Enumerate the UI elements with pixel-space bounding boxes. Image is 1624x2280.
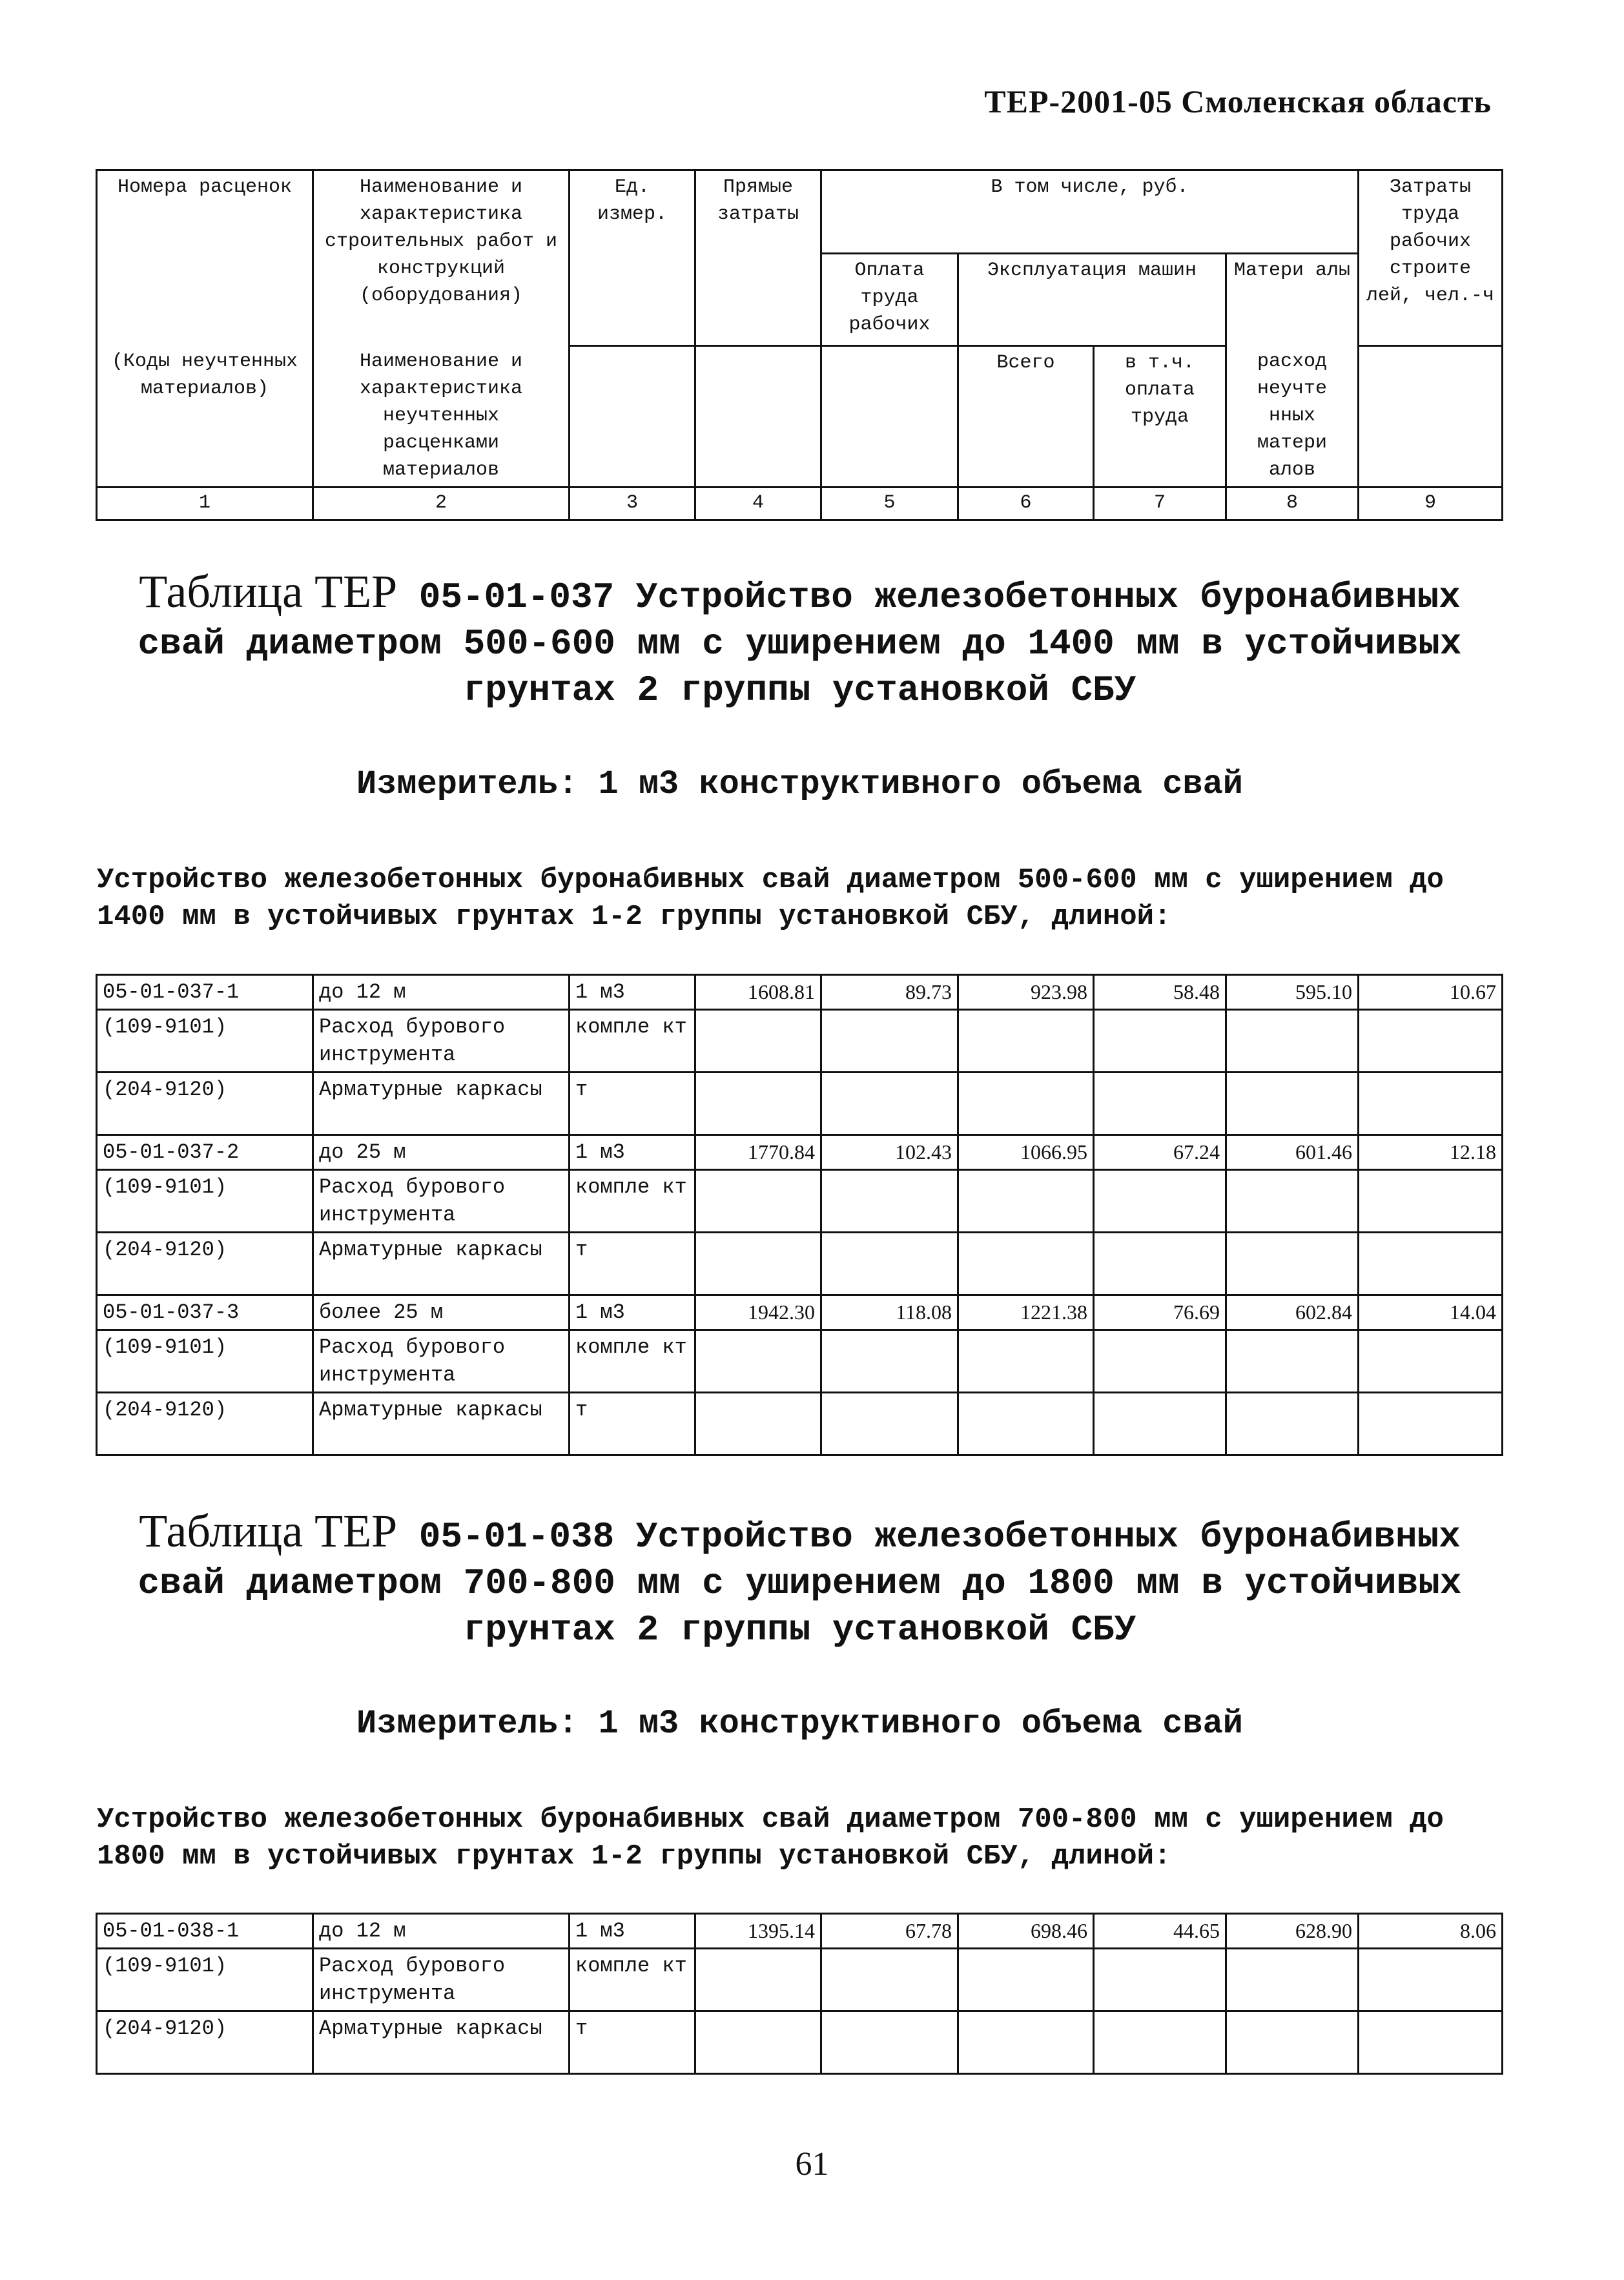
header-machines-group: Эксплуатация машин bbox=[958, 254, 1226, 346]
header-col9: Затраты труда рабочих строите лей, чел.-ч bbox=[1359, 170, 1503, 346]
table-037-title bbox=[97, 568, 1503, 714]
empty-cell bbox=[958, 1170, 1094, 1233]
table-037-title-code: 05-01-037 bbox=[418, 577, 615, 618]
rate-code: 05-01-037-1 bbox=[97, 975, 313, 1010]
table-037-data bbox=[96, 974, 1503, 1456]
rate-wage: 67.78 bbox=[821, 1914, 958, 1949]
material-name: Расход бурового инструмента bbox=[313, 1010, 570, 1073]
empty-cell bbox=[1226, 1170, 1359, 1233]
empty-cell bbox=[821, 1330, 958, 1393]
material-name: Арматурные каркасы bbox=[313, 1233, 570, 1295]
empty-cell bbox=[1359, 1010, 1503, 1073]
empty-cell bbox=[695, 1949, 821, 2011]
rate-materials: 628.90 bbox=[1226, 1914, 1359, 1949]
rate-direct-cost: 1770.84 bbox=[695, 1135, 821, 1170]
empty-cell bbox=[1226, 1330, 1359, 1393]
header-col6: Всего bbox=[958, 345, 1094, 488]
header-col8-bottom: расход неучте нных матери алов bbox=[1226, 345, 1359, 488]
empty-cell bbox=[1359, 1073, 1503, 1135]
empty-cell bbox=[1226, 2011, 1359, 2074]
rate-name: до 12 м bbox=[313, 975, 570, 1010]
header-col1-top: Номера расценок bbox=[97, 170, 313, 346]
material-code: (109-9101) bbox=[97, 1330, 313, 1393]
material-row bbox=[97, 1233, 1503, 1295]
rate-labor: 14.04 bbox=[1359, 1295, 1503, 1330]
rate-row bbox=[97, 1914, 1503, 1949]
empty-cell bbox=[1359, 1233, 1503, 1295]
material-name: Расход бурового инструмента bbox=[313, 1949, 570, 2011]
empty-cell bbox=[1094, 1393, 1226, 1455]
empty-cell bbox=[821, 1233, 958, 1295]
rate-machines: 1066.95 bbox=[958, 1135, 1094, 1170]
table-038-title-text: Устройство железобетонных буронабивных свай диаметром 700-800 мм с уширением до 1800 мм в устойчивых грунтах 2 группы установкой СБУ bbox=[138, 1516, 1462, 1650]
empty-cell bbox=[958, 1073, 1094, 1135]
header-col5: Оплата труда рабочих bbox=[821, 254, 958, 346]
header-group: В том числе, руб. bbox=[821, 170, 1359, 254]
material-row bbox=[97, 2011, 1503, 2074]
header-col7: в т.ч. оплата труда bbox=[1094, 345, 1226, 488]
rate-row bbox=[97, 1295, 1503, 1330]
header-col1-bottom: (Коды неучтенных материалов) bbox=[97, 345, 313, 488]
material-code: (204-9120) bbox=[97, 1233, 313, 1295]
table-037-title-text: Устройство железобетонных буронабивных свай диаметром 500-600 мм с уширением до 1400 мм в устойчивых грунтах 2 группы установкой СБУ bbox=[138, 577, 1462, 711]
rate-machines: 1221.38 bbox=[958, 1295, 1094, 1330]
rate-row bbox=[97, 975, 1503, 1010]
material-row bbox=[97, 1170, 1503, 1233]
rate-machine-wage: 58.48 bbox=[1094, 975, 1226, 1010]
material-unit: т bbox=[570, 2011, 695, 2074]
column-header-table bbox=[96, 169, 1503, 521]
empty-cell bbox=[695, 2011, 821, 2074]
rate-machines: 698.46 bbox=[958, 1914, 1094, 1949]
empty-cell bbox=[1094, 1170, 1226, 1233]
material-unit: т bbox=[570, 1233, 695, 1295]
rate-wage: 118.08 bbox=[821, 1295, 958, 1330]
empty-cell bbox=[958, 1233, 1094, 1295]
col-number: 6 bbox=[958, 488, 1094, 520]
empty-cell bbox=[1359, 1330, 1503, 1393]
material-name: Расход бурового инструмента bbox=[313, 1330, 570, 1393]
empty-cell bbox=[821, 1393, 958, 1455]
empty-cell bbox=[958, 1393, 1094, 1455]
material-code: (204-9120) bbox=[97, 1393, 313, 1455]
empty-cell bbox=[821, 2011, 958, 2074]
material-row bbox=[97, 1949, 1503, 2011]
empty-cell bbox=[695, 1393, 821, 1455]
empty-cell bbox=[695, 1010, 821, 1073]
material-unit: компле кт bbox=[570, 1330, 695, 1393]
header-col3: Ед. измер. bbox=[570, 170, 695, 346]
rate-code: 05-01-037-3 bbox=[97, 1295, 313, 1330]
material-code: (109-9101) bbox=[97, 1949, 313, 2011]
empty-cell bbox=[821, 1010, 958, 1073]
table-038-title bbox=[97, 1505, 1503, 1653]
header-col2-bottom: Наименование и характеристика неучтенных расценками материалов bbox=[313, 345, 570, 488]
empty-cell bbox=[1094, 1330, 1226, 1393]
rate-direct-cost: 1942.30 bbox=[695, 1295, 821, 1330]
rate-name: до 25 м bbox=[313, 1135, 570, 1170]
empty-cell bbox=[1094, 1949, 1226, 2011]
empty-cell bbox=[958, 1010, 1094, 1073]
empty-cell bbox=[695, 1170, 821, 1233]
col-number: 3 bbox=[570, 488, 695, 520]
table-038-description: Устройство железобетонных буронабивных свай диаметром 700-800 мм с уширением до 1800 мм в устойчивых грунтах 1-2 группы установкой СБУ, длиной: bbox=[97, 1803, 1444, 1873]
rate-wage: 89.73 bbox=[821, 975, 958, 1010]
empty-cell bbox=[1359, 1170, 1503, 1233]
empty-cell bbox=[1226, 1949, 1359, 2011]
material-code: (109-9101) bbox=[97, 1010, 313, 1073]
rate-machine-wage: 67.24 bbox=[1094, 1135, 1226, 1170]
rate-direct-cost: 1395.14 bbox=[695, 1914, 821, 1949]
rate-machine-wage: 44.65 bbox=[1094, 1914, 1226, 1949]
rate-unit: 1 м3 bbox=[570, 975, 695, 1010]
empty-cell bbox=[1226, 1233, 1359, 1295]
rate-materials: 601.46 bbox=[1226, 1135, 1359, 1170]
empty-cell bbox=[821, 1170, 958, 1233]
rate-wage: 102.43 bbox=[821, 1135, 958, 1170]
empty-cell bbox=[695, 1073, 821, 1135]
material-unit: компле кт bbox=[570, 1949, 695, 2011]
col-number: 9 bbox=[1359, 488, 1503, 520]
material-code: (204-9120) bbox=[97, 1073, 313, 1135]
col-number: 1 bbox=[97, 488, 313, 520]
empty-cell bbox=[695, 1330, 821, 1393]
empty-cell bbox=[1094, 1010, 1226, 1073]
material-name: Арматурные каркасы bbox=[313, 1073, 570, 1135]
empty-cell bbox=[958, 1330, 1094, 1393]
empty-cell bbox=[958, 1949, 1094, 2011]
material-row bbox=[97, 1330, 1503, 1393]
rate-machines: 923.98 bbox=[958, 975, 1094, 1010]
material-unit: т bbox=[570, 1073, 695, 1135]
material-row bbox=[97, 1010, 1503, 1073]
page-header: ТЕР-2001-05 Смоленская область bbox=[984, 83, 1492, 119]
empty-cell bbox=[821, 1073, 958, 1135]
table-038-data bbox=[96, 1913, 1503, 2075]
empty-cell bbox=[1226, 1010, 1359, 1073]
col-number: 8 bbox=[1226, 488, 1359, 520]
material-name: Расход бурового инструмента bbox=[313, 1170, 570, 1233]
empty-cell bbox=[1094, 1233, 1226, 1295]
material-name: Арматурные каркасы bbox=[313, 1393, 570, 1455]
rate-code: 05-01-038-1 bbox=[97, 1914, 313, 1949]
rate-unit: 1 м3 bbox=[570, 1914, 695, 1949]
rate-unit: 1 м3 bbox=[570, 1295, 695, 1330]
rate-name: до 12 м bbox=[313, 1914, 570, 1949]
column-number-row bbox=[97, 488, 1503, 520]
material-row bbox=[97, 1393, 1503, 1455]
header-col8-top: Матери алы bbox=[1226, 254, 1359, 346]
table-037-description: Устройство железобетонных буронабивных свай диаметром 500-600 мм с уширением до 1400 мм в устойчивых грунтах 1-2 группы установкой СБУ, длиной: bbox=[97, 864, 1444, 933]
table-038-meter: Измеритель: 1 м3 конструктивного объема свай bbox=[356, 1705, 1244, 1743]
rate-code: 05-01-037-2 bbox=[97, 1135, 313, 1170]
rate-unit: 1 м3 bbox=[570, 1135, 695, 1170]
material-name: Арматурные каркасы bbox=[313, 2011, 570, 2074]
material-code: (109-9101) bbox=[97, 1170, 313, 1233]
rate-name: более 25 м bbox=[313, 1295, 570, 1330]
material-row bbox=[97, 1073, 1503, 1135]
header-col2-top: Наименование и характеристика строительных работ и конструкций (оборудования) bbox=[313, 170, 570, 346]
empty-cell bbox=[1226, 1393, 1359, 1455]
empty-cell bbox=[695, 1233, 821, 1295]
rate-materials: 595.10 bbox=[1226, 975, 1359, 1010]
header-col4: Прямые затраты bbox=[695, 170, 821, 346]
empty-cell bbox=[821, 1949, 958, 2011]
empty-cell bbox=[958, 2011, 1094, 2074]
rate-labor: 8.06 bbox=[1359, 1914, 1503, 1949]
rate-row bbox=[97, 1135, 1503, 1170]
page-number: 61 bbox=[795, 2146, 829, 2182]
table-038-title-label: Таблица ТЕР bbox=[139, 1505, 398, 1557]
empty-cell bbox=[1094, 2011, 1226, 2074]
col-number: 2 bbox=[313, 488, 570, 520]
empty-cell bbox=[1094, 1073, 1226, 1135]
table-037-title-label: Таблица ТЕР bbox=[139, 566, 398, 617]
table-037-meter: Измеритель: 1 м3 конструктивного объема свай bbox=[356, 765, 1244, 803]
rate-direct-cost: 1608.81 bbox=[695, 975, 821, 1010]
rate-labor: 10.67 bbox=[1359, 975, 1503, 1010]
material-code: (204-9120) bbox=[97, 2011, 313, 2074]
col-number: 5 bbox=[821, 488, 958, 520]
col-number: 7 bbox=[1094, 488, 1226, 520]
material-unit: компле кт bbox=[570, 1170, 695, 1233]
empty-cell bbox=[1359, 2011, 1503, 2074]
empty-cell bbox=[1359, 1949, 1503, 2011]
rate-materials: 602.84 bbox=[1226, 1295, 1359, 1330]
table-038-title-code: 05-01-038 bbox=[418, 1516, 615, 1557]
empty-cell bbox=[1226, 1073, 1359, 1135]
rate-machine-wage: 76.69 bbox=[1094, 1295, 1226, 1330]
material-unit: компле кт bbox=[570, 1010, 695, 1073]
material-unit: т bbox=[570, 1393, 695, 1455]
rate-labor: 12.18 bbox=[1359, 1135, 1503, 1170]
empty-cell bbox=[1359, 1393, 1503, 1455]
col-number: 4 bbox=[695, 488, 821, 520]
